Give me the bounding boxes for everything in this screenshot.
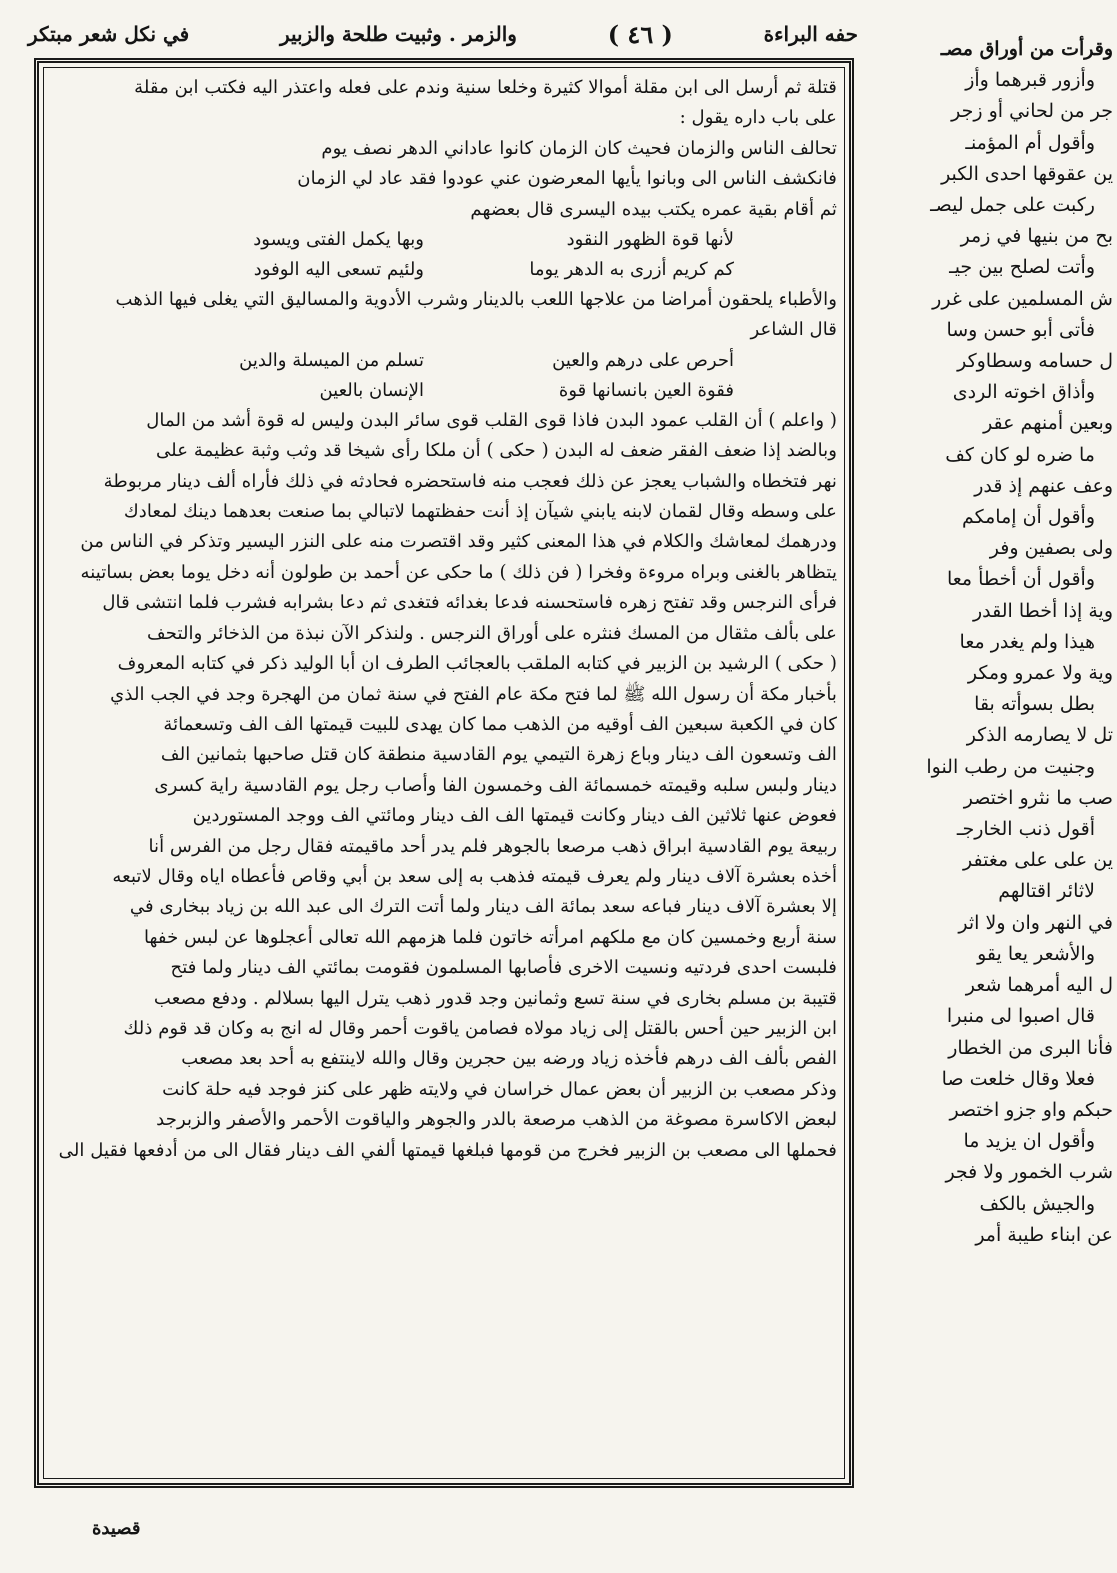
text-line: الفص بألف الف درهم فأخذه زياد ورضه بين حجرين وقال والله لاينتفع به أحد بعد مصعب bbox=[181, 1048, 837, 1070]
margin-line: ين على على مغتفر bbox=[963, 849, 1113, 872]
text-line: ( واعلم ) أن القلب عمود البدن فاذا قوى القلب قوى سائر البدن وليس له قوة أشد من المال bbox=[146, 409, 837, 431]
header-running-title-right: حفه البراءة bbox=[763, 22, 858, 46]
verse-line bbox=[51, 255, 837, 285]
text-line: على بألف مثقال من المسك فنثره على أوراق النرجس . ولنذكر الآن نبذة من الذخائر والتحف bbox=[146, 622, 837, 644]
text-line: فعوض عنها ثلاثين الف دينار وكانت قيمتها الف الف دينار ومائتي الف ووجد المستوردين bbox=[192, 805, 837, 827]
text-line: ( حكى ) الرشيد بن الزبير في كتابه الملقب بالعجائب الطرف ان أبا الوليد ذكر في كتابه المعروف bbox=[117, 653, 837, 675]
margin-line: لاثائر اقتالهم bbox=[998, 880, 1095, 903]
hemistich-second: وبها يكمل الفتى ويسود bbox=[253, 229, 424, 251]
text-line: أخذه بعشرة آلاف دينار ولم يعرف قيمته فذهب به إلى سعد بن أبي وقاص فأعطاه اياه وقال لاتبعه bbox=[112, 865, 837, 887]
text-line: ثم أقام بقية عمره يكتب بيده اليسرى قال بعضهم bbox=[470, 198, 837, 220]
margin-line: وأقول أن إمامكم bbox=[961, 506, 1095, 529]
margin-line: وأقول أن أخطأ معا bbox=[946, 568, 1095, 591]
margin-line: هيذا ولم يغدر معا bbox=[959, 630, 1095, 653]
main-text-body bbox=[51, 73, 837, 1166]
margin-line: وية ولا عمرو ومكر bbox=[967, 662, 1113, 685]
margin-line: والجيش بالكف bbox=[979, 1192, 1095, 1215]
margin-line: وأقول ان يزيد ما bbox=[963, 1130, 1095, 1153]
text-line: إلا بعشرة آلاف دينار فباعه سعد بمائة الف دينار ولما أتت الترك الى عبد الله بن زياد ببخارى في bbox=[129, 896, 837, 918]
margin-line: وأقول أم المؤمنـ bbox=[965, 131, 1095, 154]
margin-poem-column bbox=[877, 34, 1113, 1564]
text-line: ربيعة يوم القادسية ابراق ذهب مرصعا بالجوهر فلم يدر أحد ماقيمته فقال رجل من الفرس أنا bbox=[148, 835, 837, 857]
text-line: فلبست احدى فردتيه ونسيت الاخرى فأصابها المسلمون فقومت بمائتي الف دينار ولما فتح bbox=[170, 957, 837, 979]
hemistich-second: الإنسان بالعين bbox=[319, 379, 424, 401]
margin-line: تل لا يصارمه الذكر bbox=[966, 724, 1113, 747]
margin-line: فعلا وقال خلعت صا bbox=[941, 1067, 1095, 1090]
margin-line: وأزور قبرهما وأز bbox=[965, 69, 1095, 92]
margin-line: ش المسلمين على غرر bbox=[932, 287, 1113, 310]
margin-line: فأتى أبو حسن وسا bbox=[946, 318, 1095, 341]
text-line: فانكشف الناس الى وبانوا يأيها المعرضون عني عودوا فقد عاد لي الزمان bbox=[297, 168, 837, 190]
text-line: تحالف الناس والزمان فحيث كان الزمان كانوا عاداني الدهر نصف يوم bbox=[321, 137, 837, 159]
text-line: نهر فتخطاه والشباب يعجز عن ذلك فعجب منه فاستحضره فحادثه في ذلك فأراه ألف دينار مربوطة bbox=[103, 470, 837, 492]
margin-line: وأتت لصلح بين جيـ bbox=[949, 256, 1095, 279]
text-line: وبالضد إذا ضعف الفقر ضعف له البدن ( حكى ) أن ملكا رأى شيخا قد وثب وثبة عظيمة على bbox=[156, 440, 837, 462]
margin-line: وية إذا أخطا القدر bbox=[972, 599, 1113, 622]
text-line: بأخبار مكة أن رسول الله ﷺ لما فتح مكة عام الفتح في سنة ثمان من الهجرة وجد في الجب الذي bbox=[110, 683, 837, 705]
margin-line: أقول ذنب الخارجـ bbox=[956, 818, 1095, 841]
text-line: ودرهمك لمعاشك والكلام في هذا المعنى كثير وقد اقتصرت منه على النزر اليسير وتذكر في الناس من bbox=[80, 531, 837, 553]
text-line: دينار ولبس سلبه وقيمته خمسمائة الف وخمسون الفا وأصاب رجل يوم القادسية راية كسرى bbox=[154, 774, 837, 796]
text-line: على وسطه وقال لقمان لابنه يابني شيآن إذ أنت حفظتهما لاتبالي بما صنعت بعدهما دينك لمعادك bbox=[123, 501, 837, 523]
hemistich-first: فقوة العين بانسانها قوة bbox=[558, 379, 734, 401]
hemistich-first: أحرص على درهم والعين bbox=[552, 349, 734, 371]
verse-line bbox=[51, 225, 837, 255]
verse-block-1 bbox=[51, 225, 837, 285]
text-line: ابن الزبير حين أحس بالقتل إلى زياد مولاه فصامن ياقوت أحمر وقال له انج به وكان قد قوم ذلك bbox=[123, 1017, 837, 1039]
text-line: كان في الكعبة سبعين الف أوقيه من الذهب مما كان يهدى للبيت قيمتها الف الف وتسعمائة bbox=[163, 713, 837, 735]
margin-line: والأشعر يعا يقو bbox=[977, 942, 1095, 965]
text-line: قتيبة بن مسلم بخارى في سنة تسع وثمانين وجد قدور ذهب يترل اليها بسلالم . ودفع مصعب bbox=[153, 987, 837, 1009]
margin-line: جر من لحاني أو زجر bbox=[951, 100, 1113, 123]
header-running-title-center: والزمر . وثبيت طلحة والزبير bbox=[279, 22, 517, 46]
hemistich-first: لأنها قوة الظهور النقود bbox=[566, 229, 734, 251]
text-line: سنة أربع وخمسين كان مع ملكهم امرأته خاتون فلما هزمهم الله تعالى أعجلوها عن لبس خفها bbox=[144, 926, 837, 948]
text-line: والأطباء يلحقون أمراضا من علاجها اللعب بالدينار وشرب الأدوية والمساليق التي يغلى فيها الذهب bbox=[115, 289, 837, 311]
text-line: الف وتسعون الف دينار وباع زهرة التيمي يوم القادسية منطقة كان قتل صاحبها بثمانين الف bbox=[160, 744, 837, 766]
header-running-title-left: في نكل شعر مبتكر bbox=[28, 22, 190, 46]
page-header bbox=[28, 14, 858, 54]
margin-line: بح من بنيها في زمر bbox=[960, 225, 1113, 248]
verse-line bbox=[51, 346, 837, 376]
text-line: فرأى النرجس وقد تفتح زهره فاستحسنه فدعا بغدائه فتغدى ثم دعا بشرابه فشرب فلما انتشى قال bbox=[102, 592, 837, 614]
text-line: قتلة ثم أرسل الى ابن مقلة أموالا كثيرة وخلعا سنية وندم على فعله واعتذر اليه فكتب ابن مقلة bbox=[134, 77, 837, 98]
main-text-frame bbox=[34, 58, 854, 1488]
text-line: فحملها الى مصعب بن الزبير فخرج من قومها فبلغها قيمتها ألفي الف دينار فقال الى من أدفعها فقيل الى bbox=[58, 1139, 837, 1161]
text-line: يتظاهر بالغنى وبراه مروءة وفخرا ( فن ذلك ) ما حكى عن أحمد بن طولون أنه دخل يوما بعض بساتينه bbox=[80, 561, 837, 583]
margin-line: شرب الخمور ولا فجر bbox=[945, 1161, 1113, 1184]
margin-line: ركبت على جمل ليصـ bbox=[930, 194, 1095, 217]
margin-line: ولى بصفين وفر bbox=[989, 537, 1113, 560]
margin-line: وأذاق اخوته الردى bbox=[952, 381, 1095, 404]
margin-line: بطل بسوأته بقا bbox=[974, 693, 1095, 716]
margin-line: فأنا البرى من الخطار bbox=[948, 1036, 1113, 1059]
text-line: قال الشاعر bbox=[750, 319, 837, 341]
text-line: على باب داره يقول : bbox=[679, 107, 837, 129]
margin-line: في النهر وان ولا اثر bbox=[958, 911, 1113, 934]
margin-line: وجنيت من رطب النوا bbox=[926, 755, 1095, 778]
margin-line: ين عقوقها احدى الكبر bbox=[941, 162, 1113, 185]
margin-line: وقرأت من أوراق مصـ bbox=[940, 38, 1113, 60]
margin-line: وعف عنهم إذ قدر bbox=[974, 474, 1113, 497]
hemistich-second: تسلم من الميسلة والدين bbox=[239, 349, 424, 371]
catchword: قصيدة bbox=[92, 1518, 141, 1539]
margin-line: حبكم واو جزو اختصر bbox=[949, 1098, 1113, 1121]
margin-line: صب ما نثرو اختصر bbox=[963, 786, 1113, 809]
margin-line: عن ابناء طيبة أمر bbox=[975, 1223, 1113, 1246]
margin-line: قال اصبوا لى منبرا bbox=[946, 1005, 1095, 1028]
margin-line: ل اليه أمرهما شعر bbox=[965, 974, 1113, 997]
hemistich-first: كم كريم أزرى به الدهر يوما bbox=[529, 259, 734, 281]
page-number: ( ٤٦ ) bbox=[607, 19, 673, 49]
hemistich-second: ولئيم تسعى اليه الوفود bbox=[253, 259, 424, 281]
text-line: لبعض الاكاسرة مصوغة من الذهب مرصعة بالدر والجوهر والياقوت الأحمر والأصفر والزبرجد bbox=[156, 1109, 837, 1131]
margin-line: ل حسامه وسطاوكر bbox=[957, 350, 1113, 373]
verse-line bbox=[51, 376, 837, 406]
text-line: وذكر مصعب بن الزبير أن بعض عمال خراسان في ولايته ظهر على كنز فوجد فيه حلة كانت bbox=[162, 1078, 837, 1100]
verse-block-2 bbox=[51, 346, 837, 406]
margin-line: وبعين أمنهم عقر bbox=[983, 412, 1113, 435]
margin-line: ما ضره لو كان كف bbox=[945, 443, 1095, 466]
